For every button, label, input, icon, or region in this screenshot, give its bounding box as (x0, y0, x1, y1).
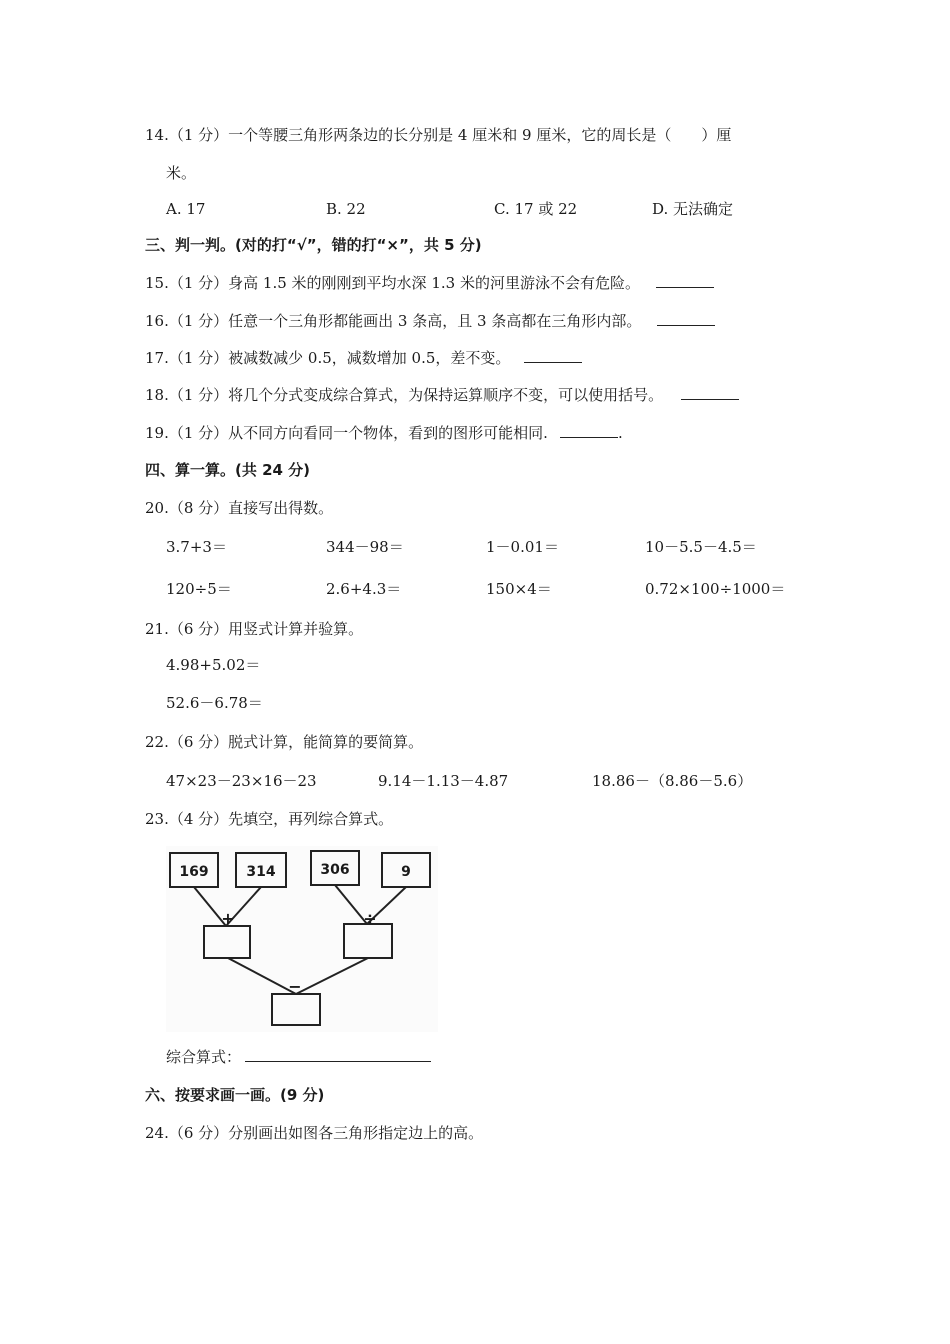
q17-text: 17.（1 分）被减数减少 0.5，减数增加 0.5，差不变。 (145, 349, 511, 367)
q19-answer-blank[interactable] (560, 423, 618, 438)
q16-answer-blank[interactable] (657, 311, 715, 326)
q20-item: 10－5.5－4.5＝ (645, 538, 757, 556)
q23-op-plus: + (221, 909, 235, 928)
q23-number-9: 9 (401, 864, 411, 880)
q23-formula-row (166, 1046, 431, 1068)
q18-row (145, 384, 739, 406)
q22-item: 18.86－（8.86－5.6） (592, 772, 753, 790)
q23-answer-box-difference[interactable] (272, 994, 320, 1025)
q17-row (145, 347, 582, 369)
q20-item: 2.6+4.3＝ (326, 580, 402, 598)
q14-option-c[interactable]: C. 17 或 22 (494, 200, 578, 218)
section3-title: 三、判一判。(对的打“√”，错的打“×”，共 5 分) (145, 236, 482, 254)
q16-row (145, 310, 715, 332)
q23-number-169: 169 (179, 864, 209, 880)
q20-item: 120÷5＝ (166, 580, 232, 598)
q17-answer-blank[interactable] (524, 348, 582, 363)
q21-item: 4.98+5.02＝ (166, 656, 261, 674)
q14-option-a[interactable]: A. 17 (166, 200, 206, 218)
q23-formula-blank[interactable] (245, 1047, 431, 1062)
q19-row (145, 422, 623, 444)
q24-label: 24.（6 分）分别画出如图各三角形指定边上的高。 (145, 1124, 484, 1142)
q20-item: 344－98＝ (326, 538, 404, 556)
q20-item: 1－0.01＝ (486, 538, 559, 556)
q23-label: 23.（4 分）先填空，再列综合算式。 (145, 810, 394, 828)
q22-item: 47×23－23×16－23 (166, 772, 317, 790)
q23-connector (296, 958, 368, 994)
q20-item: 0.72×100÷1000＝ (645, 580, 786, 598)
q23-number-306: 306 (320, 862, 350, 878)
q14-option-b[interactable]: B. 22 (326, 200, 366, 218)
q19-period: . (617, 424, 623, 442)
q23-connector (228, 958, 296, 994)
q16-text: 16.（1 分）任意一个三角形都能画出 3 条高，且 3 条高都在三角形内部。 (145, 312, 642, 330)
q23-number-314: 314 (246, 864, 276, 880)
q23-diagram-svg (166, 846, 438, 1032)
q22-label: 22.（6 分）脱式计算，能简算的要简算。 (145, 733, 424, 751)
q23-formula-label: 综合算式： (166, 1048, 242, 1066)
q23-answer-box-sum[interactable] (204, 926, 250, 958)
q23-op-divide: ÷ (363, 909, 377, 928)
q23-answer-box-quotient[interactable] (344, 924, 392, 958)
q15-answer-blank[interactable] (656, 273, 714, 288)
q20-item: 3.7+3＝ (166, 538, 227, 556)
q21-item: 52.6－6.78＝ (166, 694, 263, 712)
q14-line2: 米。 (166, 164, 197, 182)
q22-item: 9.14－1.13－4.87 (378, 772, 509, 790)
q19-text: 19.（1 分）从不同方向看同一个物体，看到的图形可能相同. (145, 424, 548, 442)
q18-text: 18.（1 分）将几个分式变成综合算式，为保持运算顺序不变，可以使用括号。 (145, 386, 664, 404)
q23-diagram (166, 846, 438, 1032)
q18-answer-blank[interactable] (681, 385, 739, 400)
section6-title: 六、按要求画一画。(9 分) (145, 1086, 325, 1104)
q20-label: 20.（8 分）直接写出得数。 (145, 499, 334, 517)
section4-title: 四、算一算。(共 24 分) (145, 461, 311, 479)
q21-label: 21.（6 分）用竖式计算并验算。 (145, 620, 364, 638)
q23-connector (335, 885, 367, 924)
q20-item: 150×4＝ (486, 580, 552, 598)
q23-op-minus: − (288, 977, 302, 996)
q15-row (145, 272, 714, 294)
q14-option-d[interactable]: D. 无法确定 (652, 200, 734, 218)
q15-text: 15.（1 分）身高 1.5 米的刚刚到平均水深 1.3 米的河里游泳不会有危险。 (145, 274, 640, 292)
q14-line1: 14.（1 分）一个等腰三角形两条边的长分别是 4 厘米和 9 厘米，它的周长是（ ）厘 (145, 126, 732, 144)
